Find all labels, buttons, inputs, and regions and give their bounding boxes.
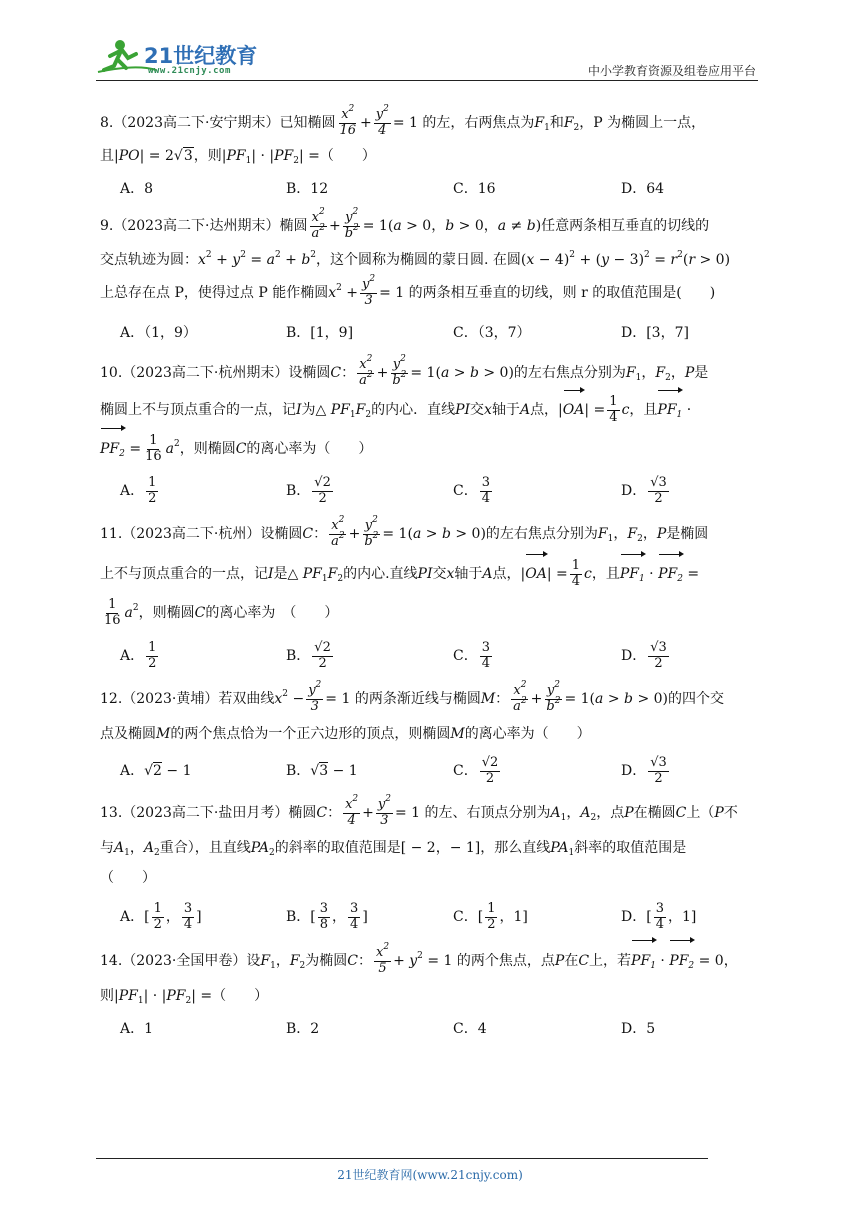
option-c: C．[ $\frac{1}{2}$ ，1] bbox=[453, 901, 528, 932]
option-d: D． $\frac{√3}{2}$ bbox=[621, 475, 667, 506]
option-d: D．[3，7] bbox=[621, 325, 689, 341]
option-a: A．√2 − 1 bbox=[120, 763, 192, 779]
option-b: B．12 bbox=[286, 181, 329, 197]
option-a: A．[ $\frac{1}{2}$ ， $\frac{3}{4}$ ] bbox=[120, 901, 202, 932]
question-source: （2023高二下·安宁期末） bbox=[113, 115, 280, 131]
header-divider bbox=[96, 80, 758, 81]
option-a: A．（1，9） bbox=[120, 325, 197, 341]
question-10: 10.（2023高二下·杭州期末）设椭圆C： $\frac{x^2}{a^2}$ + $\frac{y^2}{b^2}$ = 1(a > b > 0)的左右焦点分别为$F_1$，$F_2$，P是 椭圆上不与顶点重合的一点，记I为△ $PF_1F_2$的内心．直线PI交x轴于A点，|OA| = $\frac{1}{4}$ c，且$PF_1$ · $PF_2$ = $\frac{1}{16}$ $a^2$，则椭圆C的离心率为（ ） A． $\frac{1}{2}$ B． $\frac{√2}{2}$ C． $\frac{3}{4}$ D． $\frac{√3}{2}$ bbox=[100, 351, 765, 513]
question-source: （2023高二下·达州期末） bbox=[113, 218, 280, 234]
option-d: D．[ $\frac{3}{4}$ ，1] bbox=[621, 901, 697, 932]
option-d: D． $\frac{√3}{2}$ bbox=[621, 640, 667, 671]
question-list bbox=[100, 105, 765, 1047]
question-11: 11.（2023高二下·杭州）设椭圆C： $\frac{x^2}{a^2}$ + $\frac{y^2}{b^2}$ = 1(a > b > 0)的左右焦点分别为$F_1$，$F_2$，P是椭圆 上不与顶点重合的一点，记I是△ $PF_1F_2$的内心.直线PI交x轴于A点，|OA| = $\frac{1}{4}$ c，且$PF_1 \cdot PF_2$ = $\frac{1}{16}$ $a^2$，则椭圆C的离心率为 （ ） A． $\frac{1}{2}$ B． $\frac{√2}{2}$ C． $\frac{3}{4}$ D． $\frac{√3}{2}$ bbox=[100, 513, 765, 679]
option-c: C． $\frac{3}{4}$ bbox=[453, 475, 490, 506]
option-b: B．√3 − 1 bbox=[286, 763, 358, 779]
option-a: A．8 bbox=[120, 181, 154, 197]
option-b: B．[1，9] bbox=[286, 325, 354, 341]
option-b: B． $\frac{√2}{2}$ bbox=[286, 475, 331, 506]
option-c: C．4 bbox=[453, 1021, 487, 1037]
footer-divider bbox=[96, 1158, 708, 1159]
question-number: 10. bbox=[100, 365, 123, 381]
question-12: 12.（2023·黄埔）若双曲线$x^2$ − $\frac{y^2}{3}$ = 1 的两条渐近线与椭圆M： $\frac{x^2}{a^2}$ + $\frac{y^2}{b^2}$ = 1(a > b > 0)的四个交 点及椭圆M的两个焦点恰为一个正六边形的顶点，则椭圆M的离心率为（ ） A．√2 − 1 B．√3 − 1 C． $\frac{√2}{2}$ D． $\frac{√3}{2}$ bbox=[100, 679, 765, 793]
page-footer: 21世纪教育网(www.21cnjy.com) bbox=[337, 1168, 523, 1182]
logo-subtext: www.21cnjy.com bbox=[148, 66, 231, 76]
option-a: A． $\frac{1}{2}$ bbox=[120, 475, 157, 506]
question-number: 12. bbox=[100, 691, 123, 707]
question-9: 9.（2023高二下·达州期末）椭圆 $\frac{x^2}{a^2}$ + $\frac{y^2}{b^2}$ = 1(a > 0，b > 0，a ≠ b)任意两条相互垂直的切线的 交点轨迹为圆：$x^2 + y^2 = a^2 + b^2$，这个圆称为椭圆的蒙日圆. 在圆$(x - 4)^2 + (y - 3)^2 = r^2(r > 0)$ 上总存在点 P，使得过点 P 能作椭圆$x^2$ + $\frac{y^2}{3}$ = 1 的两条相互垂直的切线，则 r 的取值范围是( ) A．（1，9） B．[1，9] C．（3，7） D．[3，7] bbox=[100, 207, 765, 351]
question-number: 8. bbox=[100, 115, 114, 131]
option-d: D．64 bbox=[621, 181, 665, 197]
question-source: （2023·全国甲卷） bbox=[122, 953, 247, 969]
option-b: B．2 bbox=[286, 1021, 320, 1037]
question-13: 13.（2023高二下·盐田月考）椭圆C： $\frac{x^2}{4}$ + $\frac{y^2}{3}$ = 1 的左、右顶点分别为$A_1$，$A_2$，点P在椭圆C上（P不 与$A_1$，$A_2$重合），且直线$PA_2$的斜率的取值范围是[ − 2，− 1]，那么直线$PA_1$斜率的取值范围是 （ ） A．[ $\frac{1}{2}$ ， $\frac{3}{4}$ ] B．[ $\frac{3}{8}$ ， $\frac{3}{4}$ ] C．[ $\frac{1}{2}$ ，1] D．[ $\frac{3}{4}$ ，1] bbox=[100, 793, 765, 941]
question-source: （2023高二下·杭州） bbox=[122, 526, 261, 542]
question-source: （2023高二下·盐田月考） bbox=[122, 805, 289, 821]
question-8: 8.（2023高二下·安宁期末）已知椭圆 $\frac{x^2}{16}$ + $\frac{y^2}{4}$ = 1 的左，右两焦点为$F_1$和$F_2$，P 为椭圆上一点， 且|PO| = 2√3，则$|PF_1| \cdot |PF_2|$ =（ ） A．8 B．12 C．16 D．64 bbox=[100, 105, 765, 207]
platform-title: 中小学教育资源及组卷应用平台 bbox=[587, 64, 756, 78]
option-c: C． $\frac{√2}{2}$ bbox=[453, 755, 499, 786]
question-number: 11. bbox=[100, 526, 123, 542]
option-a: A． $\frac{1}{2}$ bbox=[120, 640, 157, 671]
option-d: D．5 bbox=[621, 1021, 656, 1037]
option-d: D． $\frac{√3}{2}$ bbox=[621, 755, 667, 786]
option-c: C． $\frac{3}{4}$ bbox=[453, 640, 490, 671]
svg-text:21世纪教育: 21世纪教育 bbox=[144, 44, 258, 68]
question-14: 14.（2023·全国甲卷）设$F_1$，$F_2$为椭圆C： $\frac{x^2}{5}$ + $y^2 = 1$ 的两个焦点，点P在C上，若$PF_1 \cdot PF_2 = 0$， 则$|PF_1| \cdot |PF_2|$ =（ ） A．1 B．2 C．4 D．5 bbox=[100, 941, 765, 1047]
question-number: 13. bbox=[100, 805, 123, 821]
option-a: A．1 bbox=[120, 1021, 154, 1037]
option-c: C．（3，7） bbox=[453, 325, 531, 341]
option-b: B． $\frac{√2}{2}$ bbox=[286, 640, 331, 671]
option-b: B．[ $\frac{3}{8}$ ， $\frac{3}{4}$ ] bbox=[286, 901, 368, 932]
page-header bbox=[96, 36, 756, 80]
option-c: C．16 bbox=[453, 181, 496, 197]
question-source: （2023高二下·杭州期末） bbox=[122, 365, 289, 381]
question-number: 14. bbox=[100, 953, 123, 969]
question-number: 9. bbox=[100, 218, 114, 234]
question-source: （2023·黄埔） bbox=[122, 691, 219, 707]
